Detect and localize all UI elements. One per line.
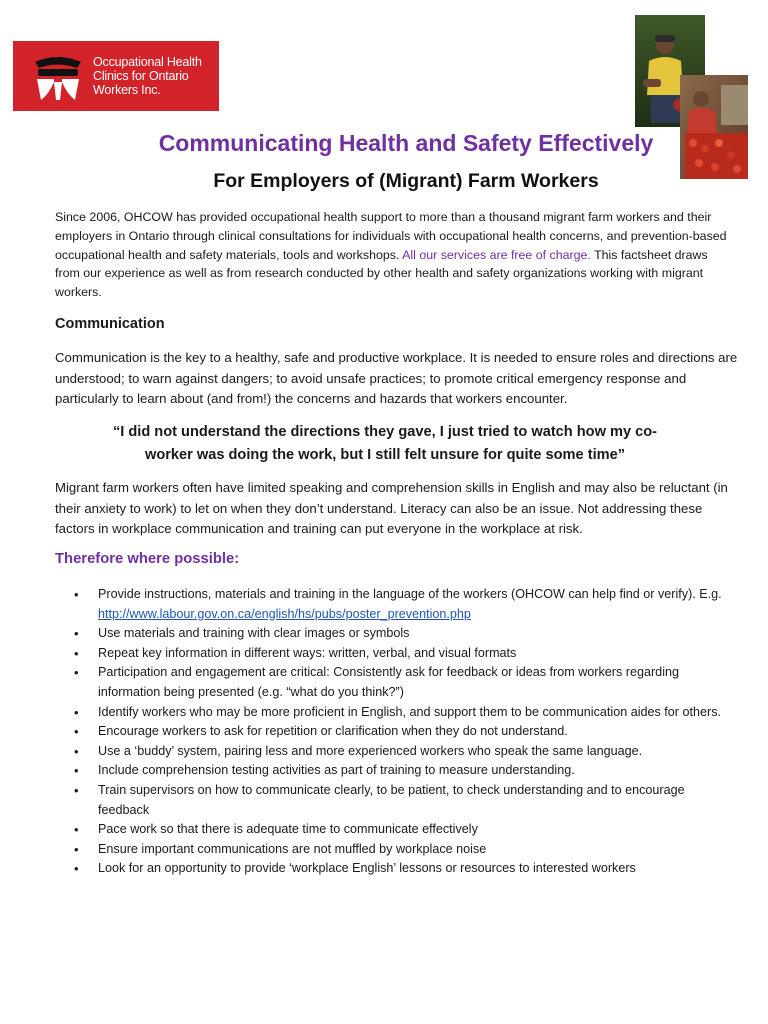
list-item (58, 624, 738, 644)
list-item-text: Include comprehension testing activities as part of training to measure understanding. (98, 763, 575, 778)
bullet-icon: • (74, 645, 79, 661)
logo-line-1: Occupational Health (93, 55, 202, 69)
list-item (58, 644, 738, 664)
intro-paragraph (55, 208, 735, 302)
ohcow-logo-mark-icon (27, 46, 89, 106)
list-item (58, 820, 738, 840)
list-item (58, 663, 738, 702)
list-item (58, 859, 738, 879)
list-item-text: Use materials and training with clear images or symbols (98, 626, 410, 641)
communication-heading: Communication (55, 316, 165, 332)
bullet-icon: • (74, 861, 79, 877)
bullet-icon: • (74, 841, 79, 857)
list-item-text: Provide instructions, materials and training in the language of the workers (OHCOW can help find or verify). E.g. (98, 587, 722, 601)
list-item-text: Train supervisors on how to communicate clearly, to be patient, to check understanding and to encourage feedback (98, 782, 685, 817)
quote-line-2: worker was doing the work, but I still felt unsure for quite some time” (144, 447, 626, 463)
bullet-icon: • (74, 704, 79, 720)
list-item-text: Repeat key information in different ways: written, verbal, and visual formats (98, 645, 517, 660)
bullet-icon: • (74, 626, 79, 642)
list-item (58, 585, 738, 624)
bullet-icon: • (74, 763, 79, 779)
ohcow-logo (13, 41, 219, 111)
logo-line-3: Workers Inc. (93, 83, 161, 97)
list-item-text: Participation and engagement are critical: Consistently ask for feedback or ideas from workers regarding information being presented (e.g. “what do you think?”) (98, 665, 679, 699)
worker-quote (40, 421, 730, 467)
intro-text-part2: This factsheet draws from our experience as well as from research conducted by other health and safety organizations working with migrant workers. (55, 247, 708, 300)
logo-text (93, 55, 202, 97)
migrant-workers-paragraph: Migrant farm workers often have limited speaking and comprehension skills in English and may also be reluctant (in their anxiety to work) to let on when they don’t understand. Literacy can also be an issue. Not addressing these factors in workplace communication and training can put everyone in the workplace at risk. (55, 480, 728, 537)
communication-paragraph: Communication is the key to a healthy, safe and productive workplace. It is needed to ensure roles and directions are understood; to warn against dangers; to avoid unsafe practices; to promote critical emergency response and particularly to learn about (and from!) the concerns and hazards that workers encounter. (55, 350, 738, 407)
list-item-text: Pace work so that there is adequate time to communicate effectively (98, 822, 478, 837)
list-item (58, 761, 738, 781)
list-item (58, 840, 738, 860)
list-item-text: Ensure important communications are not muffled by workplace noise (98, 841, 487, 856)
list-item-text: Identify workers who may be more proficient in English, and support them to be communication aides for others. (98, 704, 721, 719)
free-services-highlight: All our services are free of charge. (402, 247, 591, 262)
page-title: Communicating Health and Safety Effectively (158, 130, 654, 156)
logo-line-2: Clinics for Ontario (93, 69, 189, 83)
labour-ministry-link[interactable]: http://www.labour.gov.on.ca/english/hs/pubs/poster_prevention.php (98, 606, 471, 621)
list-item (58, 781, 738, 820)
bullet-icon: • (74, 724, 79, 740)
bullet-icon: • (74, 587, 79, 602)
therefore-heading: Therefore where possible: (55, 551, 240, 567)
recommendations-list (58, 585, 738, 879)
intro-text-part1: Since 2006, OHCOW has provided occupational health support to more than a thousand migrant farm workers and their employers in Ontario through clinical consultations for individuals with occupational health concerns, and prevention-based occupational health and safety materials, tools and workshops. (55, 210, 727, 262)
bullet-icon: • (74, 743, 79, 759)
page-subtitle: For Employers of (Migrant) Farm Workers (213, 170, 599, 192)
list-item-text: Use a ‘buddy’ system, pairing less and more experienced workers who speak the same language. (98, 743, 643, 758)
list-item (58, 703, 738, 723)
quote-line-1: “I did not understand the directions they gave, I just tried to watch how my co- (112, 424, 658, 440)
list-item (58, 742, 738, 762)
bullet-icon: • (74, 822, 79, 838)
list-item-text: Look for an opportunity to provide ‘workplace English’ lessons or resources to interested workers (98, 861, 636, 876)
list-item (58, 722, 738, 742)
bullet-icon: • (74, 665, 79, 681)
bullet-icon: • (74, 782, 79, 798)
list-item-text: Encourage workers to ask for repetition or clarification when they do not understand. (98, 724, 568, 739)
